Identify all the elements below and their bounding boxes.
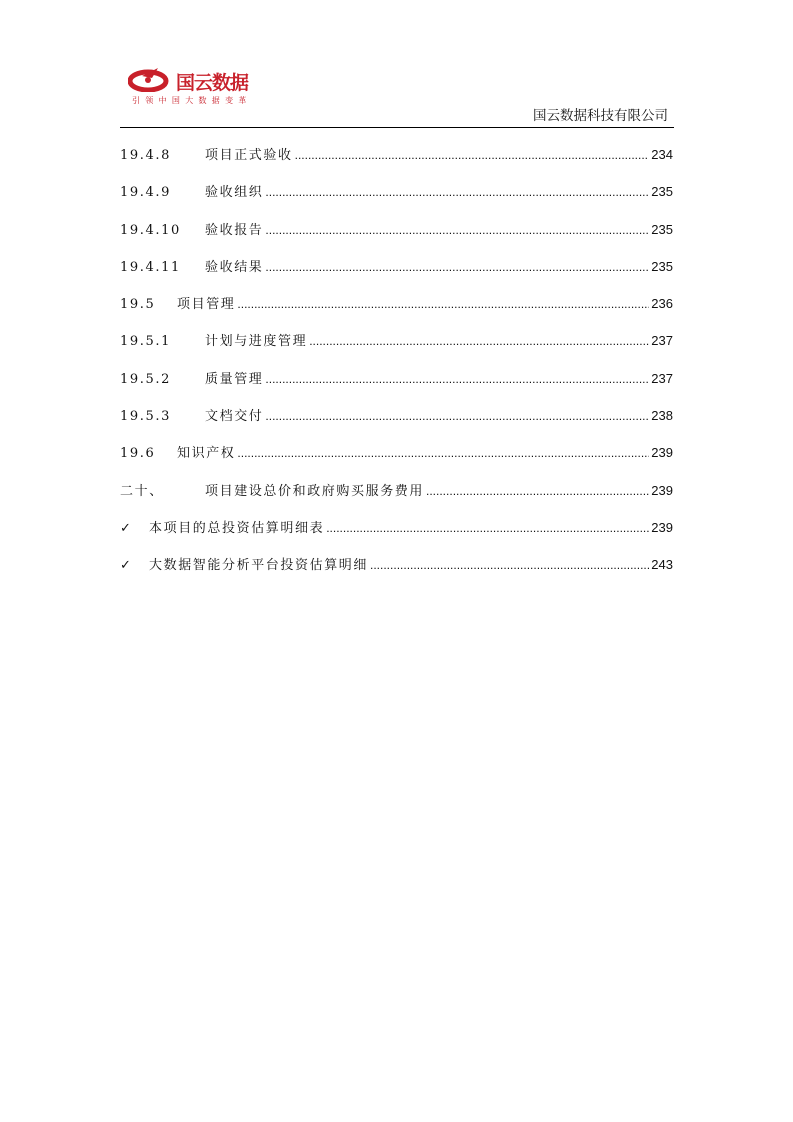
table-of-contents — [120, 144, 673, 592]
toc-page-number: 237 — [651, 370, 673, 386]
toc-entry[interactable] — [120, 368, 673, 405]
toc-leader-dots — [426, 484, 649, 498]
toc-title: 计划与进度管理 — [205, 334, 308, 350]
logo-name: 国云数据 — [176, 72, 249, 94]
toc-title: 文档交付 — [205, 409, 264, 425]
toc-leader-dots — [237, 297, 649, 311]
toc-title: 知识产权 — [177, 446, 236, 462]
toc-number: 19.5.1 — [120, 334, 171, 350]
toc-title: 项目管理 — [177, 297, 236, 313]
toc-page-number: 234 — [651, 147, 673, 162]
toc-number: 二十、 — [120, 483, 164, 499]
toc-entry[interactable] — [120, 442, 673, 479]
toc-page-number: 239 — [651, 445, 673, 461]
toc-number: 19.4.10 — [120, 222, 181, 238]
toc-number: 19.4.11 — [120, 259, 181, 275]
toc-page-number: 236 — [651, 296, 673, 312]
toc-leader-dots — [326, 521, 649, 535]
toc-number: 19.5.2 — [120, 371, 171, 387]
toc-page-number: 237 — [651, 333, 673, 349]
toc-number: 19.4.9 — [120, 185, 171, 201]
toc-page-number: 239 — [651, 519, 673, 535]
toc-title: 验收报告 — [205, 222, 264, 238]
company-logo — [128, 64, 278, 108]
toc-title: 大数据智能分析平台投资估算明细 — [149, 558, 369, 574]
toc-number: 19.5 — [120, 297, 156, 313]
toc-entry[interactable] — [120, 181, 673, 218]
toc-entry[interactable] — [120, 144, 673, 181]
toc-leader-dots — [265, 260, 649, 274]
toc-number: 19.4.8 — [120, 148, 171, 163]
header-divider — [120, 127, 674, 128]
toc-entry[interactable] — [120, 554, 673, 591]
company-name: 国云数据科技有限公司 — [533, 108, 668, 124]
toc-entry[interactable] — [120, 256, 673, 293]
toc-leader-dots — [295, 148, 650, 162]
toc-page-number: 235 — [651, 221, 673, 237]
toc-leader-dots — [309, 334, 649, 348]
toc-page-number: 235 — [651, 258, 673, 274]
toc-leader-dots — [370, 558, 649, 572]
toc-leader-dots — [265, 372, 649, 386]
toc-leader-dots — [265, 185, 649, 199]
checkmark-icon: ✓ — [120, 520, 131, 536]
toc-entry[interactable] — [120, 405, 673, 442]
toc-title: 质量管理 — [205, 371, 264, 387]
toc-leader-dots — [237, 446, 649, 460]
toc-entry[interactable] — [120, 517, 673, 554]
toc-entry[interactable] — [120, 219, 673, 256]
toc-entry[interactable] — [120, 293, 673, 330]
toc-entry[interactable] — [120, 480, 673, 517]
toc-leader-dots — [265, 409, 649, 423]
logo-swirl-icon — [128, 66, 170, 92]
checkmark-icon: ✓ — [120, 558, 131, 574]
toc-title: 验收结果 — [205, 259, 264, 275]
toc-page-number: 238 — [651, 408, 673, 424]
toc-title: 项目正式验收 — [205, 148, 293, 163]
toc-number: 19.5.3 — [120, 409, 171, 425]
toc-number: 19.6 — [120, 446, 156, 462]
toc-title: 本项目的总投资估算明细表 — [149, 520, 325, 536]
toc-page-number: 235 — [651, 184, 673, 200]
logo-slogan: 引领中国大数据变革 — [132, 96, 252, 105]
toc-title: 项目建设总价和政府购买服务费用 — [205, 483, 425, 499]
toc-entry[interactable] — [120, 330, 673, 367]
toc-leader-dots — [265, 223, 649, 237]
toc-title: 验收组织 — [205, 185, 264, 201]
toc-page-number: 243 — [651, 557, 673, 573]
toc-page-number: 239 — [651, 482, 673, 498]
